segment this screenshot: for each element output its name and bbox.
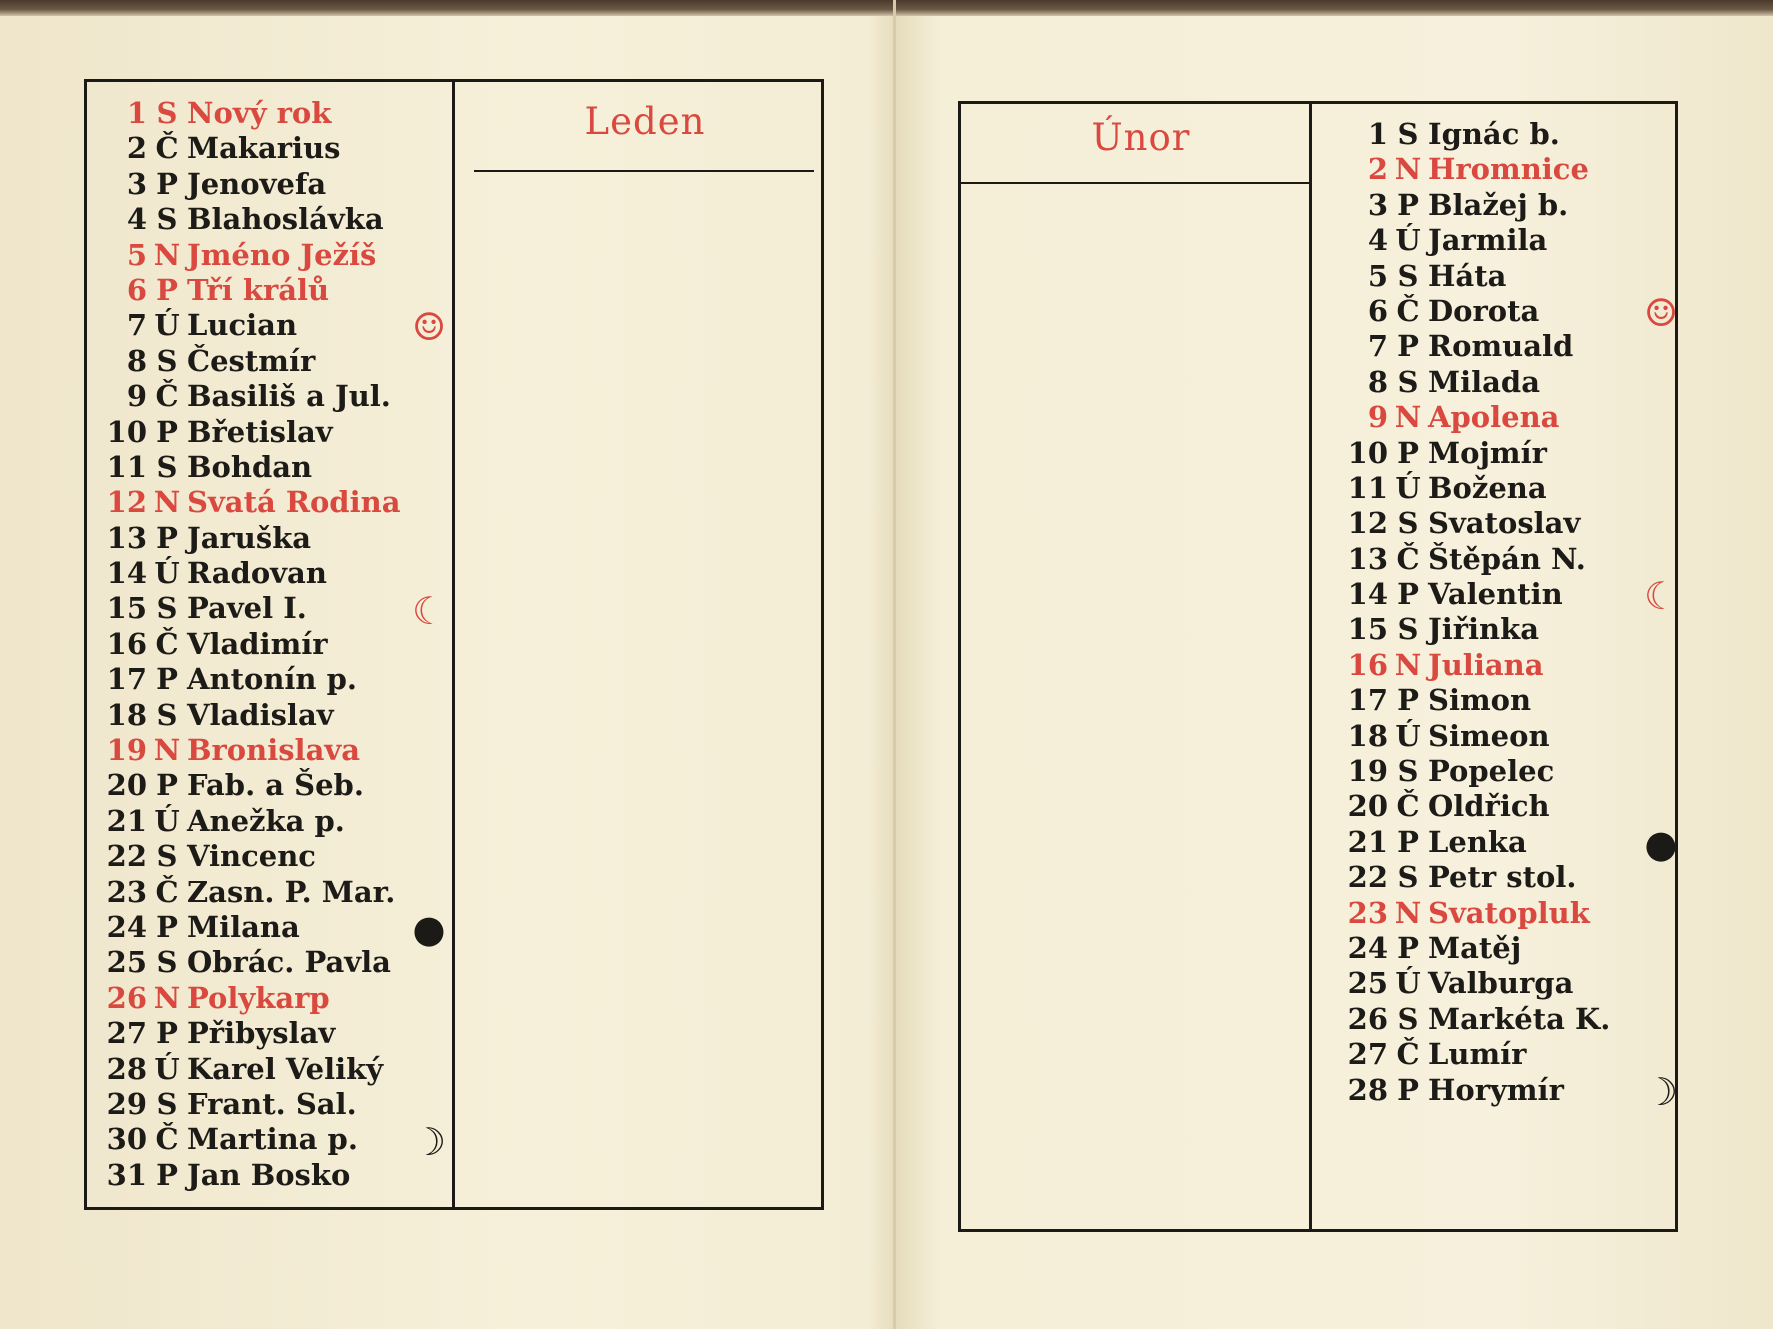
name-day: Vladimír [187,626,328,661]
day-number: 3 [1367,187,1388,222]
day-row [95,839,400,874]
day-of-week: N [153,485,181,520]
day-of-week: Ú [154,308,180,343]
name-day: Nový rok [187,96,332,130]
day-row [95,875,400,910]
name-day: Horymír [1428,1072,1564,1107]
day-of-week: N [1394,152,1422,187]
day-of-week: Č [1396,1037,1420,1072]
name-day: Basiliš a Jul. [187,379,391,414]
name-day: Lumír [1428,1037,1527,1072]
day-of-week: S [156,202,178,237]
day-number: 16 [1347,647,1388,682]
day-number: 14 [1347,577,1388,612]
day-row [95,344,400,379]
day-row [1336,1037,1610,1072]
day-row [1336,329,1610,364]
day-number: 8 [126,343,147,378]
full-moon-icon: ☺ [1643,291,1679,335]
day-row [95,910,400,945]
day-number: 11 [106,449,147,484]
name-day: Božena [1428,470,1547,505]
name-day: Břetislav [187,414,333,449]
name-day: Bronislava [187,733,361,768]
day-number: 24 [1347,930,1388,965]
day-row [1336,754,1610,789]
day-row [95,450,400,485]
name-day: Jenovefa [187,166,327,201]
name-day: Vincenc [187,839,316,874]
day-row [1336,117,1610,152]
name-day: Mojmír [1428,435,1547,470]
day-of-week: N [153,733,181,768]
day-number: 12 [1347,506,1388,541]
day-row [1336,612,1610,647]
day-row [95,591,400,626]
name-day: Fab. a Šeb. [187,768,364,803]
name-day: Frant. Sal. [187,1086,357,1121]
day-row [1336,648,1610,683]
day-row [95,167,400,202]
day-row [95,379,400,414]
first-quarter-icon: ☽ [1643,1069,1679,1114]
day-number: 28 [106,1051,147,1086]
day-row [95,768,400,803]
day-row [1336,1073,1610,1108]
new-moon-icon: ● [412,907,446,952]
name-day: Vladislav [187,697,334,732]
day-number: 7 [126,308,147,343]
day-of-week: P [1397,187,1419,222]
name-day: Čestmír [187,343,316,378]
name-day: Apolena [1428,400,1560,435]
day-row [95,945,400,980]
day-of-week: Č [1396,541,1420,576]
day-of-week: P [1397,435,1419,470]
name-day: Simon [1428,683,1532,718]
name-day: Háta [1428,258,1507,293]
day-row [95,131,400,166]
name-day: Jaruška [187,520,312,555]
name-day: Makarius [187,131,341,166]
day-number: 13 [1347,541,1388,576]
left-day-list [95,96,400,1193]
day-number: 20 [1347,789,1388,824]
day-row [1336,506,1610,541]
name-day: Radovan [187,556,327,591]
name-day: Lenka [1428,824,1527,859]
day-number: 26 [106,980,147,1015]
name-day: Milada [1428,364,1540,399]
name-day: Lucian [187,308,298,343]
name-day: Bohdan [187,449,313,484]
name-day: Ignác b. [1428,117,1560,151]
day-of-week: Ú [1395,470,1421,505]
day-of-week: S [1397,754,1419,789]
name-day: Martina p. [187,1122,358,1157]
day-of-week: Ú [154,556,180,591]
day-row [1336,188,1610,223]
day-number: 2 [1367,152,1388,187]
day-row [95,521,400,556]
day-of-week: N [153,980,181,1015]
day-number: 16 [106,626,147,661]
day-number: 10 [106,414,147,449]
day-of-week: S [156,343,178,378]
day-number: 15 [106,591,147,626]
day-of-week: P [156,272,178,307]
name-day: Antonín p. [187,662,357,697]
day-row [95,1122,400,1157]
name-day: Svatopluk [1428,895,1590,930]
day-of-week: S [156,945,178,980]
day-row [1336,683,1610,718]
day-of-week: P [1397,577,1419,612]
day-row [95,1052,400,1087]
day-of-week: S [156,591,178,626]
day-row [95,733,400,768]
last-quarter-icon: ☾ [411,588,447,633]
day-row [1336,223,1610,258]
day-number: 23 [106,874,147,909]
day-number: 30 [106,1122,147,1157]
month-title-leden: Leden [584,100,706,143]
day-row [95,698,400,733]
day-of-week: P [1397,329,1419,364]
name-day: Valburga [1428,966,1574,1001]
day-of-week: S [156,839,178,874]
name-day: Hromnice [1428,152,1589,187]
day-row [1336,966,1610,1001]
name-day: Valentin [1428,577,1563,612]
left-page-column-divider [452,82,455,1207]
day-number: 5 [126,237,147,272]
day-number: 9 [126,379,147,414]
day-number: 2 [126,131,147,166]
day-of-week: P [1397,683,1419,718]
day-of-week: Ú [154,803,180,838]
day-of-week: S [1397,1001,1419,1036]
day-number: 17 [106,662,147,697]
day-row [95,96,400,131]
day-of-week: Č [1396,293,1420,328]
day-number: 15 [1347,612,1388,647]
day-of-week: P [156,166,178,201]
name-day: Jiřinka [1428,612,1540,647]
day-number: 1 [126,96,147,130]
day-row [1336,436,1610,471]
day-row [1336,294,1610,329]
day-number: 19 [1347,754,1388,789]
day-row [1336,719,1610,754]
right-page-column-divider [1309,104,1312,1229]
day-number: 31 [106,1157,147,1192]
day-number: 27 [1347,1037,1388,1072]
day-of-week: S [1397,612,1419,647]
day-number: 28 [1347,1072,1388,1107]
day-number: 18 [1347,718,1388,753]
day-number: 10 [1347,435,1388,470]
day-of-week: Č [155,874,179,909]
day-of-week: P [156,662,178,697]
day-row [95,981,400,1016]
day-number: 27 [106,1016,147,1051]
right-day-list [1336,117,1610,1108]
day-of-week: S [156,449,178,484]
day-of-week: S [1397,364,1419,399]
day-number: 4 [1367,223,1388,258]
day-row [1336,1002,1610,1037]
day-of-week: P [156,1016,178,1051]
name-day: Popelec [1428,754,1555,789]
day-of-week: P [1397,1072,1419,1107]
name-day: Dorota [1428,293,1540,328]
day-row [1336,542,1610,577]
name-day: Pavel I. [187,591,307,626]
name-day: Obrác. Pavla [187,945,391,980]
day-row [95,415,400,450]
day-number: 6 [126,272,147,307]
day-of-week: P [156,1157,178,1192]
day-row [1336,931,1610,966]
name-day: Jan Bosko [187,1157,351,1192]
day-of-week: S [1397,117,1419,151]
day-number: 13 [106,520,147,555]
name-day: Oldřich [1428,789,1550,824]
day-number: 21 [106,803,147,838]
day-number: 14 [106,556,147,591]
day-number: 6 [1367,293,1388,328]
name-day: Juliana [1428,647,1544,682]
day-of-week: P [156,520,178,555]
day-number: 3 [126,166,147,201]
day-row [95,202,400,237]
day-number: 4 [126,202,147,237]
day-row [1336,825,1610,860]
name-day: Milana [187,909,300,944]
day-number: 17 [1347,683,1388,718]
day-number: 5 [1367,258,1388,293]
day-of-week: P [1397,930,1419,965]
name-day: Blažej b. [1428,187,1569,222]
day-of-week: N [1394,647,1422,682]
name-day: Zasn. P. Mar. [187,874,396,909]
right-page [896,0,1773,1329]
name-day: Petr stol. [1428,860,1577,895]
day-of-week: P [156,768,178,803]
name-day: Markéta K. [1428,1001,1611,1036]
day-number: 21 [1347,824,1388,859]
day-of-week: P [156,414,178,449]
day-number: 20 [106,768,147,803]
day-number: 11 [1347,470,1388,505]
day-row [1336,471,1610,506]
left-page-header-rule [474,170,814,172]
name-day: Blahoslávka [187,202,384,237]
day-number: 12 [106,485,147,520]
name-day: Přibyslav [187,1016,336,1051]
day-of-week: S [1397,860,1419,895]
name-day: Tří králů [187,272,330,307]
day-of-week: Č [155,626,179,661]
day-row [95,308,400,343]
day-number: 19 [106,733,147,768]
day-row [95,1158,400,1193]
day-row [95,273,400,308]
day-number: 24 [106,909,147,944]
day-number: 22 [106,839,147,874]
name-day: Jarmila [1428,223,1548,258]
day-of-week: S [156,96,178,130]
right-page-header-rule [961,182,1309,184]
day-row [1336,860,1610,895]
day-of-week: Ú [1395,718,1421,753]
day-row [95,627,400,662]
day-row [1336,789,1610,824]
day-row [1336,896,1610,931]
day-row [95,804,400,839]
name-day: Polykarp [187,980,330,1015]
name-day: Simeon [1428,718,1550,753]
day-of-week: Ú [1395,966,1421,1001]
day-number: 26 [1347,1001,1388,1036]
day-of-week: N [153,237,181,272]
day-row [1336,152,1610,187]
day-number: 1 [1367,117,1388,151]
day-row [1336,577,1610,612]
name-day: Svatá Rodina [187,485,401,520]
day-row [1336,365,1610,400]
day-row [95,1016,400,1051]
first-quarter-icon: ☽ [411,1119,447,1164]
name-day: Jméno Ježíš [187,237,377,272]
day-number: 23 [1347,895,1388,930]
day-row [95,1087,400,1122]
day-row [95,556,400,591]
day-of-week: Č [155,379,179,414]
day-of-week: Ú [154,1051,180,1086]
day-row [1336,259,1610,294]
name-day: Romuald [1428,329,1574,364]
day-number: 7 [1367,329,1388,364]
day-number: 8 [1367,364,1388,399]
name-day: Štěpán N. [1428,541,1586,576]
day-of-week: P [1397,824,1419,859]
day-row [95,662,400,697]
day-number: 9 [1367,400,1388,435]
day-of-week: Č [1396,789,1420,824]
day-number: 29 [106,1086,147,1121]
new-moon-icon: ● [1644,822,1678,866]
day-of-week: S [1397,258,1419,293]
full-moon-icon: ☺ [411,305,447,350]
day-of-week: Č [155,131,179,166]
day-of-week: S [156,1086,178,1121]
day-of-week: N [1394,400,1422,435]
day-number: 25 [1347,966,1388,1001]
day-of-week: N [1394,895,1422,930]
day-number: 18 [106,697,147,732]
month-title-unor: Únor [1091,116,1191,159]
day-of-week: Ú [1395,223,1421,258]
name-day: Karel Veliký [187,1051,384,1086]
day-of-week: P [156,909,178,944]
day-number: 22 [1347,860,1388,895]
day-number: 25 [106,945,147,980]
last-quarter-icon: ☾ [1643,574,1679,619]
name-day: Matěj [1428,930,1522,965]
day-of-week: Č [155,1122,179,1157]
name-day: Anežka p. [187,803,345,838]
day-of-week: S [156,697,178,732]
name-day: Svatoslav [1428,506,1581,541]
day-row [95,238,400,273]
day-of-week: S [1397,506,1419,541]
day-row [95,485,400,520]
day-row [1336,400,1610,435]
